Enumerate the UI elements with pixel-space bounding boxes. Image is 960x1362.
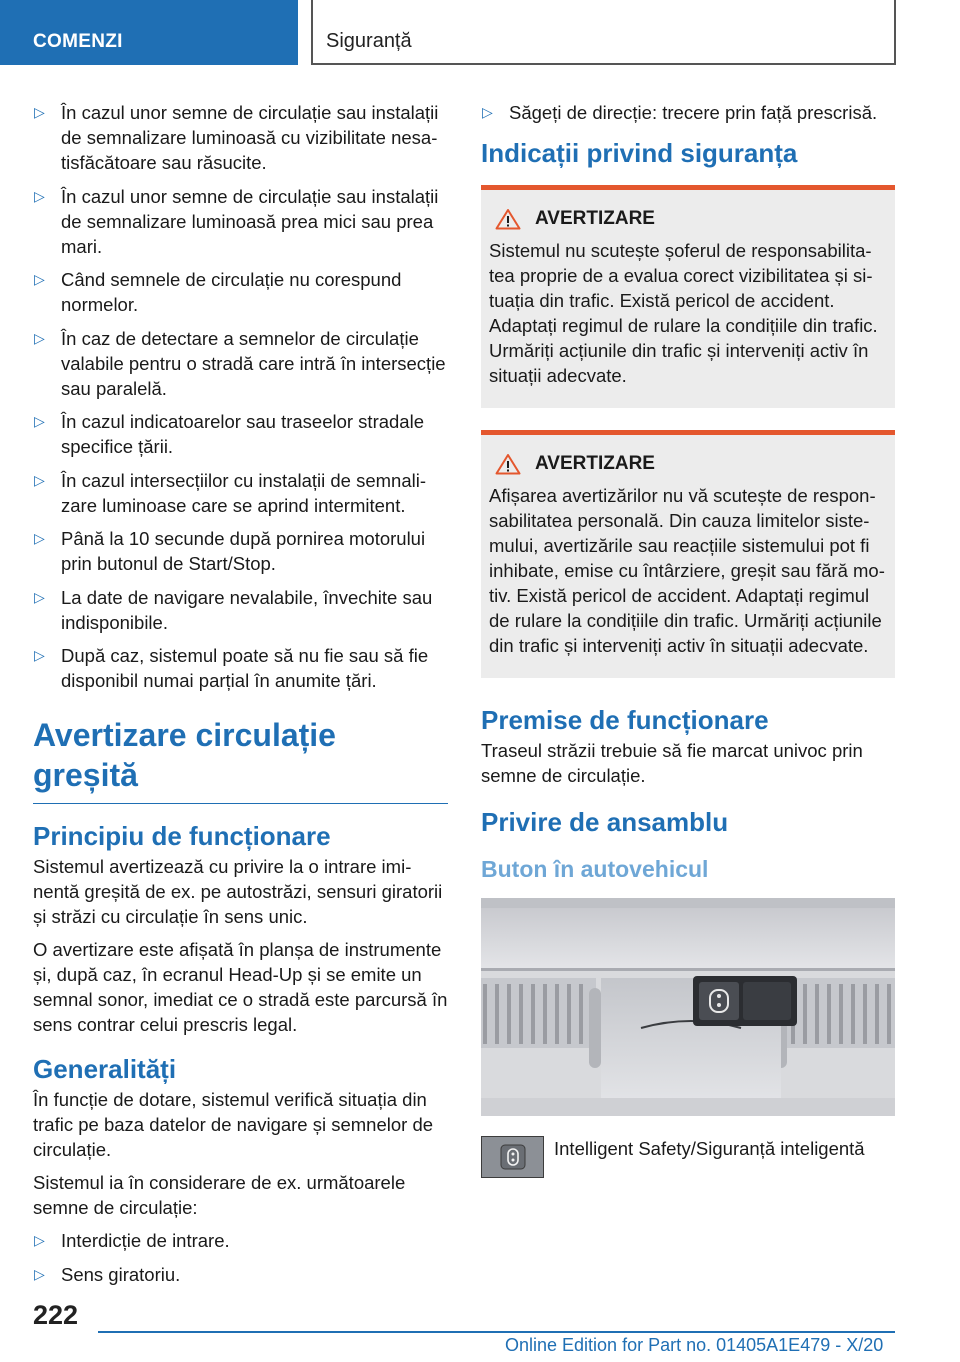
triangle-bullet-icon: ▷ xyxy=(482,104,493,120)
dashboard-illustration xyxy=(481,898,895,1116)
list-item: ▷ În caz de detectare a semnelor de circulație valabile pentru o stradă care intră în intersecție sau paralelă. xyxy=(34,327,446,399)
bullet-list-conditions xyxy=(33,100,448,693)
footer-divider xyxy=(98,1331,895,1333)
heading-safety: Indicații privind siguranța xyxy=(481,138,798,168)
triangle-bullet-icon: ▷ xyxy=(34,413,45,429)
heading-premise: Premise de funcționare xyxy=(481,705,769,735)
warning-box xyxy=(481,185,895,408)
warning-triangle-icon xyxy=(495,208,521,230)
list-item: ▷ Sens giratoriu. xyxy=(34,1263,181,1285)
button-caption: Intelligent Safety/Siguranță inteligentă xyxy=(554,1138,865,1159)
list-item: ▷ În cazul unor semne de circulație sau instalații de semnalizare luminoasă prea mici sau prea mari. xyxy=(34,185,439,257)
bullet-list-signs xyxy=(33,1228,448,1287)
list-item: ▷ Când semnele de circulație nu corespund normelor. xyxy=(34,269,402,315)
footer-edition: Online Edition for Part no. 01405A1E479 - X/20 xyxy=(505,1335,884,1355)
list-item: ▷ În cazul intersecțiilor cu instalații de semnalizare luminoase care se aprind intermitent. xyxy=(34,469,427,516)
list-item: ▷ La date de navigare nevalabile, învechite sau indisponibile. xyxy=(34,586,433,633)
list-item: ▷ În cazul unor semne de circulație sau instalații de semnalizare luminoasă cu vizibilitate nesatisfăcătoare sau răsucite. xyxy=(34,102,439,173)
heading-principle: Principiu de funcționare xyxy=(33,821,331,851)
list-item: ▷ După caz, sistemul poate să nu fie sau să fie disponibil numai parțial în anumite țări. xyxy=(34,645,429,691)
paragraph-general-1: În funcție de dotare, sistemul verifică situația din trafic pe baza datelor de navigare și semnelor de circulație. xyxy=(33,1089,434,1160)
section-tab xyxy=(0,0,298,65)
heading-overview: Privire de ansamblu xyxy=(481,807,729,837)
triangle-bullet-icon: ▷ xyxy=(34,1265,45,1282)
triangle-bullet-icon: ▷ xyxy=(34,647,45,663)
paragraph-principle-2: O avertizare este afișată în planșa de instrumente și, după caz, în ecranul Head-Up și se emite un semnal sonor, imediat ce o stradă este parcursă în sens contrar celui prescris legal. xyxy=(33,939,448,1035)
paragraph-principle-1: Sistemul avertizează cu privire la o intrare iminentă greșită de ex. pe autostrăzi, sensuri giratorii și străzi cu circulație în sens unic. xyxy=(33,856,443,927)
intelligent-safety-button-icon xyxy=(481,1136,544,1178)
chapter-title: Siguranță xyxy=(326,30,412,52)
warning-text: Sistemul nu scutește șoferul de responsabilitatea proprie de a evalua corect vizibilitatea și situația din trafic. Există pericol de accident. Adaptați regimul de rulare la condițiile din trafic. Urmăriți acțiunile din trafic și interveniți activ în situații adecvate. xyxy=(489,240,878,386)
triangle-bullet-icon: ▷ xyxy=(34,471,45,488)
heading-button: Buton în autovehicul xyxy=(481,856,709,882)
heading-general: Generalități xyxy=(33,1054,177,1084)
warning-title: AVERTIZARE xyxy=(489,208,887,230)
list-item: ▷ În cazul indicatoarelor sau traseelor stradale specifice țării. xyxy=(34,411,424,457)
triangle-bullet-icon: ▷ xyxy=(34,1232,45,1248)
warning-title: AVERTIZARE xyxy=(489,453,887,475)
triangle-bullet-icon: ▷ xyxy=(34,588,45,605)
chapter-header xyxy=(311,0,896,65)
warning-text: Afișarea avertizărilor nu vă scutește de responsabilitatea personală. Din cauza limitelor sistemului, avertizările sau reacțiile sistemului pot fi inhibate, emise cu întârziere, greșit sau fără motiv. Există pericol de accident. Adaptați regimul de rulare la condițiile din trafic. Urmăriți acțiunile din trafic și interveniți activ în situații adecvate. xyxy=(489,485,885,656)
triangle-bullet-icon: ▷ xyxy=(34,271,45,287)
list-item: ▷ Până la 10 secunde după pornirea motorului prin butonul de Start/Stop. xyxy=(34,528,426,574)
triangle-bullet-icon: ▷ xyxy=(34,104,45,120)
triangle-bullet-icon: ▷ xyxy=(34,530,45,546)
list-item: ▷ Săgeți de direcție: trecere prin față prescrisă. xyxy=(482,102,878,123)
right-column xyxy=(481,100,895,1178)
paragraph-general-2: Sistemul ia în considerare de ex. următoarele semne de circulație: xyxy=(33,1172,406,1218)
dashboard-button-photo xyxy=(481,898,895,1116)
list-item: ▷ Interdicție de intrare. xyxy=(34,1230,230,1251)
button-legend xyxy=(481,1136,895,1178)
section-title: COMENZI xyxy=(33,31,123,52)
bullet-list-arrows xyxy=(481,100,895,125)
left-column xyxy=(33,100,448,1295)
section-heading: Avertizare circulație greșită xyxy=(33,715,448,804)
warning-box xyxy=(481,430,895,678)
paragraph-premise: Traseul străzii trebuie să fie marcat univoc prin semne de circulație. xyxy=(481,740,863,786)
triangle-bullet-icon: ▷ xyxy=(34,329,45,346)
warning-triangle-icon xyxy=(495,453,521,475)
page-number: 222 xyxy=(33,1300,79,1330)
triangle-bullet-icon: ▷ xyxy=(34,187,45,204)
